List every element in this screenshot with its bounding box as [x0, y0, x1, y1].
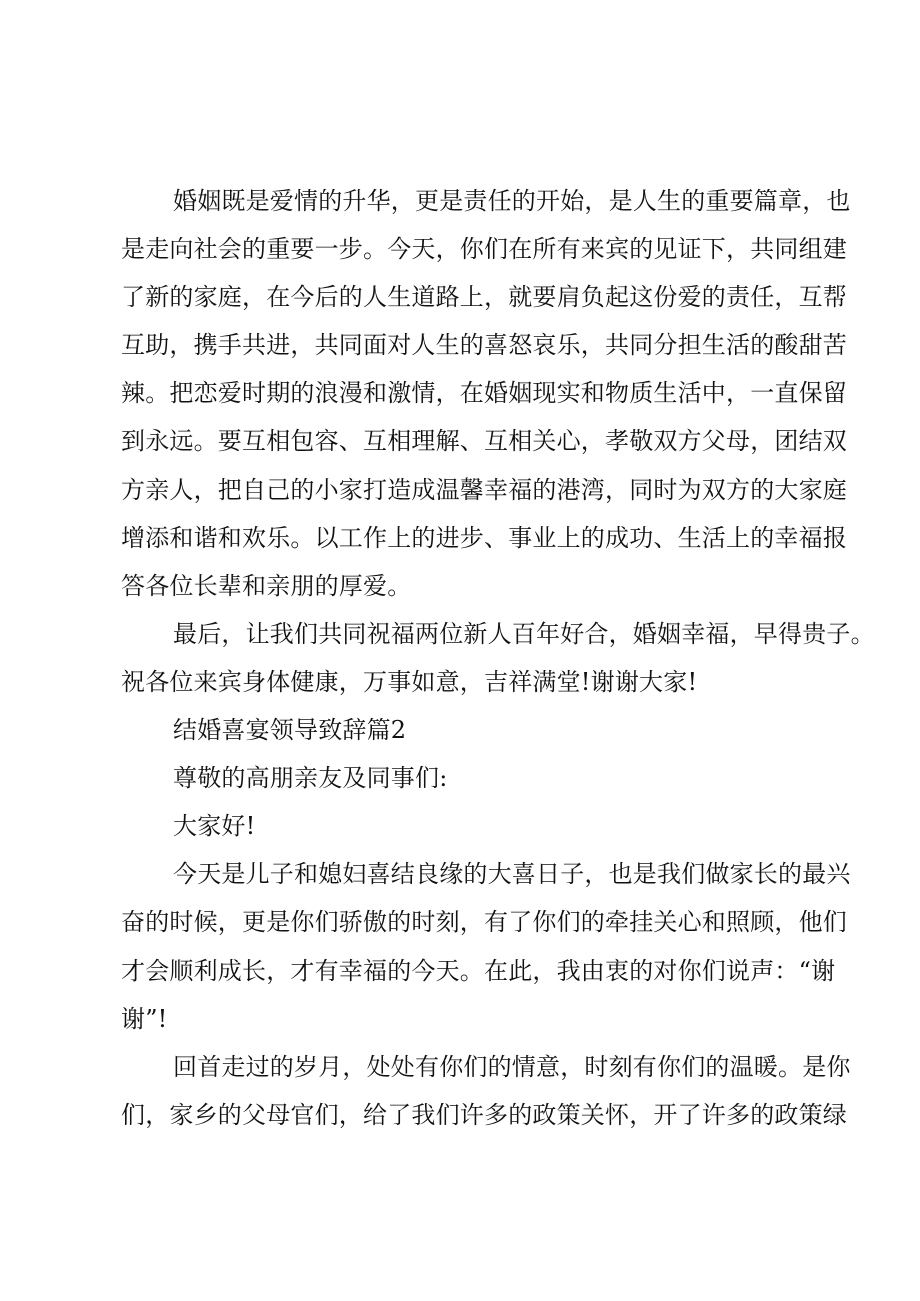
- text-line: 婚姻既是爱情的升华，更是责任的开始，是人生的重要篇章，也: [173, 187, 851, 215]
- text-line: 增添和谐和欢乐。以工作上的进步、事业上的成功、生活上的幸福报: [121, 523, 847, 552]
- greeting: 大家好!: [173, 812, 256, 841]
- text-line: 谢”!: [121, 1004, 168, 1033]
- text-line: 祝各位来宾身体健康，万事如意，吉祥满堂!谢谢大家!: [121, 667, 698, 696]
- document-body: [121, 177, 875, 1139]
- text-line: 奋的时候，更是你们骄傲的时刻，有了你们的牵挂关心和照顾，他们: [121, 908, 847, 937]
- salutation: 尊敬的高朋亲友及同事们:: [173, 764, 448, 793]
- text-line: 辣。把恋爱时期的浪漫和激情，在婚姻现实和物质生活中，一直保留: [121, 379, 847, 408]
- text-line: 了新的家庭，在今后的人生道路上，就要肩负起这份爱的责任，互帮: [121, 283, 847, 312]
- text-line: 答各位长辈和亲朋的厚爱。: [121, 571, 412, 600]
- text-line: 回首走过的岁月，处处有你们的情意，时刻有你们的温暖。是你: [173, 1052, 851, 1081]
- section-heading: 结婚喜宴领导致辞篇2: [173, 716, 407, 745]
- text-line: 今天是儿子和媳妇喜结良缘的大喜日子，也是我们做家长的最兴: [173, 860, 851, 889]
- text-line: 最后，让我们共同祝福两位新人百年好合，婚姻幸福，早得贵子。: [173, 619, 875, 648]
- text-line: 才会顺利成长，才有幸福的今天。在此，我由衷的对你们说声：“谢: [121, 956, 836, 985]
- text-line: 们，家乡的父母官们，给了我们许多的政策关怀，开了许多的政策绿: [121, 1100, 847, 1129]
- text-line: 到永远。要互相包容、互相理解、互相关心，孝敬双方父母，团结双: [121, 427, 847, 456]
- text-line: 是走向社会的重要一步。今天，你们在所有来宾的见证下，共同组建: [121, 235, 847, 264]
- text-line: 互助，携手共进，共同面对人生的喜怒哀乐，共同分担生活的酸甜苦: [121, 331, 847, 360]
- text-line: 方亲人，把自己的小家打造成温馨幸福的港湾，同时为双方的大家庭: [121, 475, 847, 504]
